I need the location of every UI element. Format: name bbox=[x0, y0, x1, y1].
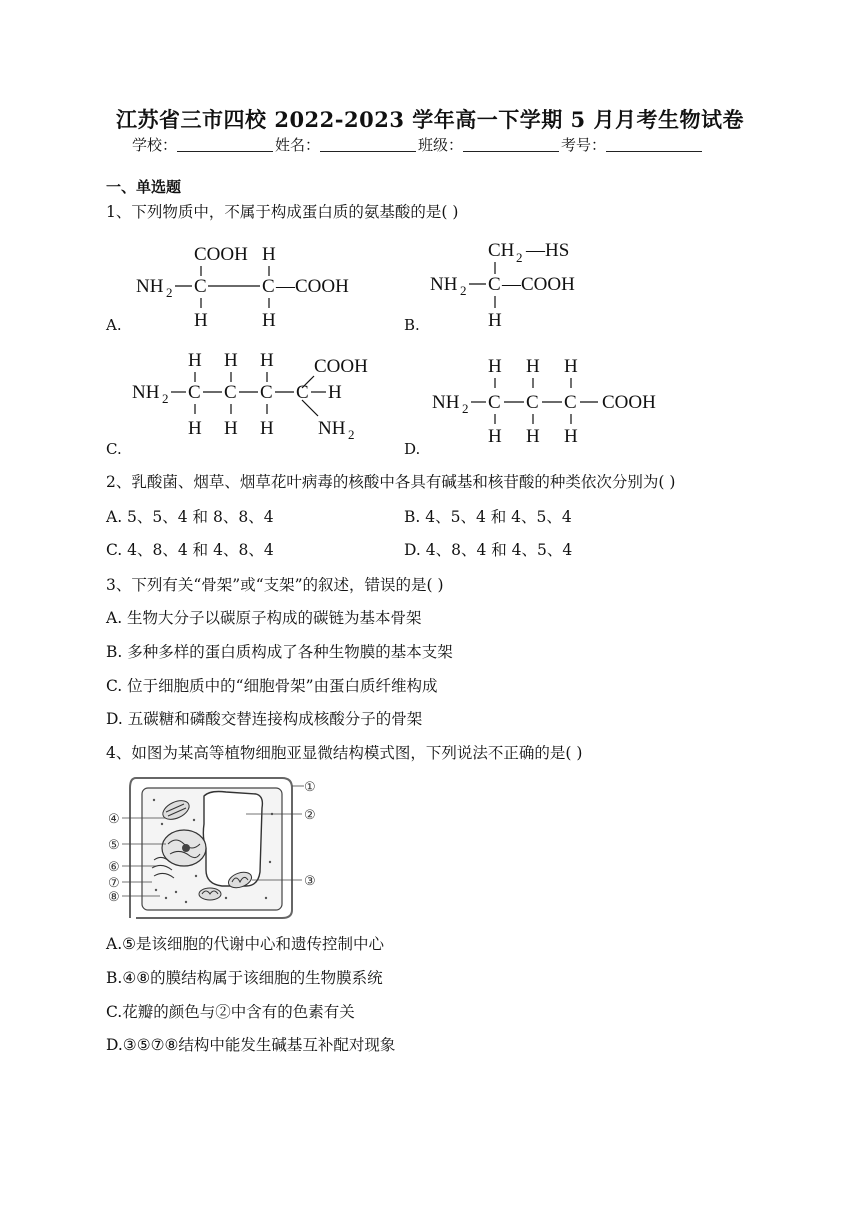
svg-text:①: ① bbox=[304, 779, 316, 794]
plant-cell-diagram bbox=[106, 774, 326, 920]
svg-text:H: H bbox=[564, 356, 578, 377]
q4-option-a[interactable]: A.⑤是该细胞的代谢中心和遗传控制中心 bbox=[106, 935, 385, 953]
svg-text:H: H bbox=[328, 382, 342, 403]
svg-text:C: C bbox=[564, 392, 577, 413]
svg-text:H: H bbox=[188, 418, 202, 439]
q4-option-c[interactable]: C.花瓣的颜色与②中含有的色素有关 bbox=[106, 1003, 355, 1021]
svg-text:—COOH: —COOH bbox=[276, 276, 349, 297]
class-field-label: 班级： bbox=[418, 136, 464, 154]
question-4-stem: 4、如图为某高等植物细胞亚显微结构模式图，下列说法不正确的是( ) bbox=[106, 744, 583, 762]
svg-text:C: C bbox=[262, 276, 275, 297]
q1-option-a-label: A. bbox=[106, 316, 122, 334]
name-field-label: 姓名： bbox=[275, 136, 321, 154]
svg-text:H: H bbox=[262, 310, 276, 331]
student-info-line bbox=[132, 134, 704, 155]
formula-b bbox=[426, 232, 606, 332]
svg-text:COOH: COOH bbox=[314, 356, 368, 377]
q3-option-c[interactable]: C. 位于细胞质中的“细胞骨架”由蛋白质纤维构成 bbox=[106, 677, 438, 695]
q3-option-a[interactable]: A. 生物大分子以碳原子构成的碳链为基本骨架 bbox=[106, 609, 422, 627]
svg-text:H: H bbox=[488, 356, 502, 377]
q4-option-b[interactable]: B.④⑧的膜结构属于该细胞的生物膜系统 bbox=[106, 969, 383, 987]
svg-text:H: H bbox=[224, 350, 238, 371]
svg-text:H: H bbox=[526, 356, 540, 377]
svg-text:H: H bbox=[488, 310, 502, 331]
q1-option-b-label: B. bbox=[404, 316, 420, 334]
svg-text:COOH: COOH bbox=[194, 244, 248, 265]
svg-text:2: 2 bbox=[348, 427, 355, 442]
svg-text:⑧: ⑧ bbox=[108, 889, 120, 904]
svg-text:C: C bbox=[488, 392, 501, 413]
svg-text:NH: NH bbox=[432, 392, 460, 413]
svg-text:NH: NH bbox=[430, 274, 458, 295]
svg-text:NH: NH bbox=[318, 418, 346, 439]
page-title: 江苏省三市四校 2022-2023 学年高一下学期 5 月月考生物试卷 bbox=[116, 107, 744, 132]
question-1-stem: 1、下列物质中，不属于构成蛋白质的氨基酸的是( ) bbox=[106, 203, 459, 221]
svg-text:⑥: ⑥ bbox=[108, 859, 120, 874]
svg-text:H: H bbox=[260, 418, 274, 439]
svg-text:C: C bbox=[188, 382, 201, 403]
q2-option-d[interactable]: D. 4、8、4 和 4、5、4 bbox=[404, 541, 573, 559]
svg-text:H: H bbox=[260, 350, 274, 371]
svg-text:C: C bbox=[296, 382, 309, 403]
q3-option-b[interactable]: B. 多种多样的蛋白质构成了各种生物膜的基本支架 bbox=[106, 643, 453, 661]
svg-text:H: H bbox=[188, 350, 202, 371]
formula-c bbox=[128, 346, 388, 446]
svg-text:C: C bbox=[224, 382, 237, 403]
svg-text:⑦: ⑦ bbox=[108, 875, 120, 890]
school-blank[interactable] bbox=[177, 137, 273, 152]
svg-text:H: H bbox=[262, 244, 276, 265]
svg-text:④: ④ bbox=[108, 811, 120, 826]
question-3-stem: 3、下列有关“骨架”或“支架”的叙述，错误的是( ) bbox=[106, 576, 444, 594]
svg-text:H: H bbox=[224, 418, 238, 439]
svg-text:2: 2 bbox=[516, 250, 523, 265]
svg-text:CH: CH bbox=[488, 240, 515, 261]
exam-number-blank[interactable] bbox=[606, 137, 702, 152]
svg-text:C: C bbox=[488, 274, 501, 295]
svg-text:③: ③ bbox=[304, 873, 316, 888]
svg-text:C: C bbox=[526, 392, 539, 413]
svg-text:C: C bbox=[194, 276, 207, 297]
svg-text:2: 2 bbox=[162, 391, 169, 406]
svg-text:②: ② bbox=[304, 807, 316, 822]
q1-option-c-label: C. bbox=[106, 440, 122, 458]
class-blank[interactable] bbox=[463, 137, 559, 152]
section-title: 一、单选题 bbox=[106, 178, 182, 196]
svg-text:NH: NH bbox=[132, 382, 160, 403]
formula-d bbox=[428, 352, 678, 448]
q2-option-b[interactable]: B. 4、5、4 和 4、5、4 bbox=[404, 508, 572, 526]
svg-text:—HS: —HS bbox=[526, 240, 570, 261]
question-2-stem: 2、乳酸菌、烟草、烟草花叶病毒的核酸中各具有碱基和核苷酸的种类依次分别为( ) bbox=[106, 473, 676, 491]
svg-text:⑤: ⑤ bbox=[108, 837, 120, 852]
school-field-label: 学校： bbox=[132, 136, 178, 154]
svg-text:H: H bbox=[488, 426, 502, 447]
q2-option-a[interactable]: A. 5、5、4 和 8、8、4 bbox=[106, 508, 274, 526]
q2-option-c[interactable]: C. 4、8、4 和 4、8、4 bbox=[106, 541, 274, 559]
q3-option-d[interactable]: D. 五碳糖和磷酸交替连接构成核酸分子的骨架 bbox=[106, 710, 423, 728]
q4-option-d[interactable]: D.③⑤⑦⑧结构中能发生碱基互补配对现象 bbox=[106, 1036, 396, 1054]
svg-text:2: 2 bbox=[462, 401, 469, 416]
svg-text:NH: NH bbox=[136, 276, 164, 297]
name-blank[interactable] bbox=[320, 137, 416, 152]
svg-text:—COOH: —COOH bbox=[502, 274, 575, 295]
svg-text:2: 2 bbox=[460, 283, 467, 298]
exam-number-field-label: 考号： bbox=[561, 136, 607, 154]
svg-text:H: H bbox=[194, 310, 208, 331]
svg-text:C: C bbox=[260, 382, 273, 403]
svg-text:H: H bbox=[564, 426, 578, 447]
svg-text:2: 2 bbox=[166, 285, 173, 300]
svg-text:COOH: COOH bbox=[602, 392, 656, 413]
formula-a bbox=[130, 236, 370, 336]
svg-text:H: H bbox=[526, 426, 540, 447]
q1-option-d-label: D. bbox=[404, 440, 421, 458]
